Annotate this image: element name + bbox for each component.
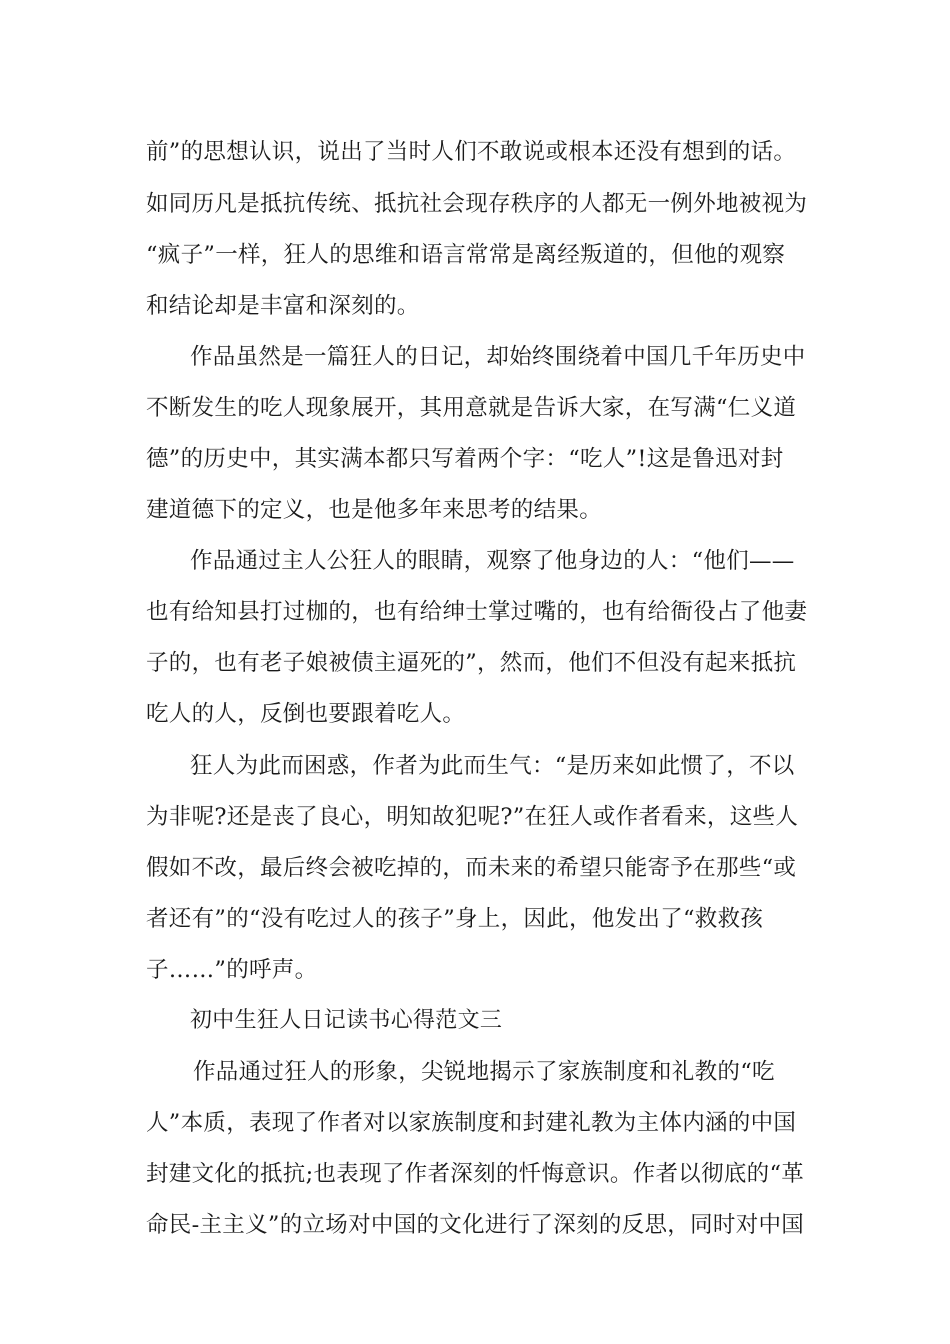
- paragraph-5-line-2: 人”本质，表现了作者对以家族制度和封建礼教为主体内涵的中国: [146, 1110, 797, 1136]
- section-heading: 初中生狂人日记读书心得范文三: [190, 1008, 503, 1033]
- paragraph-3-line-2: 也有给知县打过枷的，也有给绅士掌过嘴的，也有给衙役占了他妻: [146, 599, 808, 625]
- paragraph-2-line-3: 德”的历史中，其实满本都只写着两个字：“吃人”!这是鲁迅对封: [146, 446, 784, 472]
- paragraph-5-line-4: 命民-主主义”的立场对中国的文化进行了深刻的反思，同时对中国: [146, 1212, 805, 1238]
- paragraph-4-line-2: 为非呢?还是丧了良心，明知故犯呢?”在狂人或作者看来，这些人: [146, 804, 799, 830]
- paragraph-3-line-3: 子的，也有老子娘被债主逼死的”，然而，他们不但没有起来抵抗: [146, 650, 797, 676]
- paragraph-2-line-2: 不断发生的吃人现象展开，其用意就是告诉大家，在写满“仁义道: [146, 395, 797, 421]
- paragraph-4-line-1: 狂人为此而困惑，作者为此而生气：“是历来如此惯了，不以: [190, 753, 795, 779]
- paragraph-2-line-1: 作品虽然是一篇狂人的日记，却始终围绕着中国几千年历史中: [190, 344, 806, 370]
- paragraph-2-line-4: 建道德下的定义，也是他多年来思考的结果。: [146, 497, 603, 523]
- paragraph-4-line-4: 者还有”的“没有吃过人的孩子”身上，因此，他发出了“救救孩: [146, 906, 764, 932]
- paragraph-1-line-1: 前”的思想认识，说出了当时人们不敢说或根本还没有想到的话。: [146, 139, 797, 165]
- paragraph-3-line-4: 吃人的人，反倒也要跟着吃人。: [146, 701, 466, 727]
- paragraph-4-line-5: 子……”的呼声。: [146, 957, 318, 983]
- paragraph-5-line-3: 封建文化的抵抗;也表现了作者深刻的忏悔意识。作者以彻底的“革: [146, 1161, 805, 1187]
- paragraph-1-line-3: “疯子”一样，狂人的思维和语言常常是离经叛道的，但他的观察: [146, 242, 786, 268]
- paragraph-4-line-3: 假如不改，最后终会被吃掉的，而未来的希望只能寄予在那些“或: [146, 855, 797, 881]
- paragraph-5-line-1: 作品通过狂人的形象，尖锐地揭示了家族制度和礼教的“吃: [193, 1059, 775, 1085]
- paragraph-1-line-4: 和结论却是丰富和深刻的。: [146, 293, 420, 319]
- paragraph-3-line-1: 作品通过主人公狂人的眼睛，观察了他身边的人：“他们——: [190, 548, 795, 574]
- paragraph-1-line-2: 如同历凡是抵抗传统、抵抗社会现存秩序的人都无一例外地被视为: [146, 191, 808, 217]
